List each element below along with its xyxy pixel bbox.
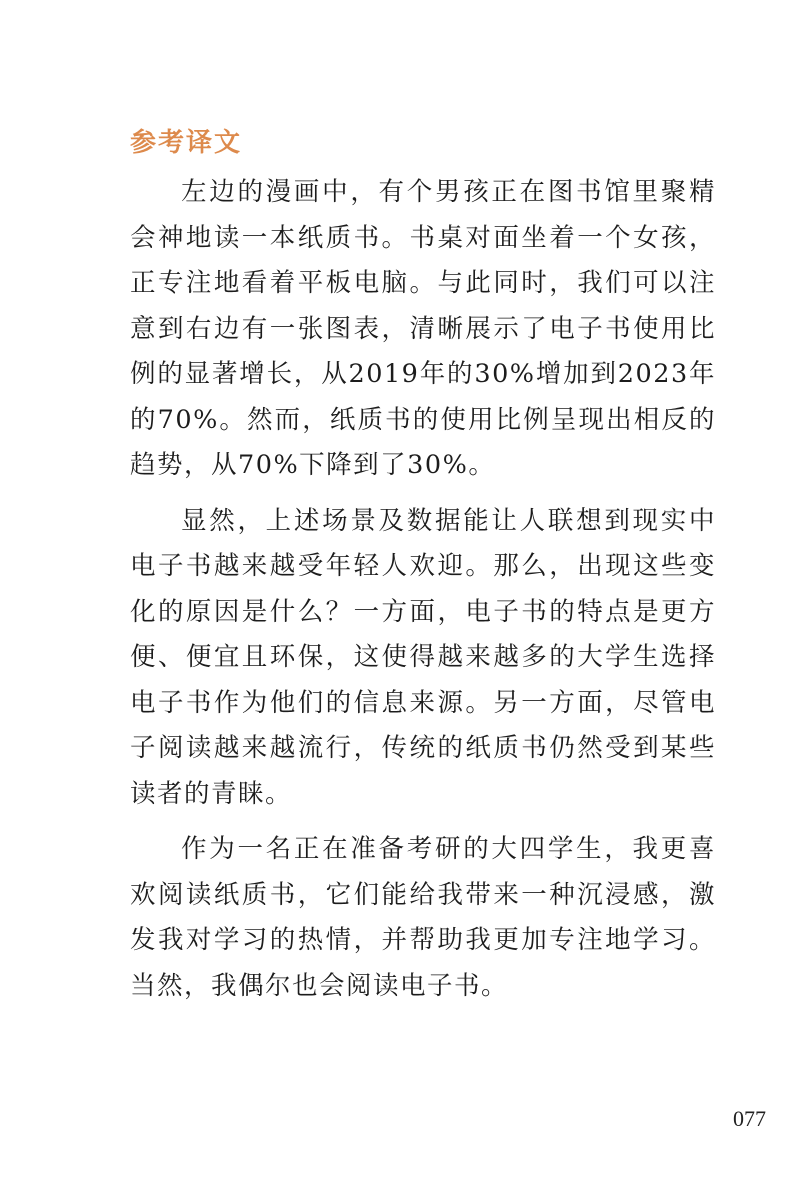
paragraph-1: 左边的漫画中，有个男孩正在图书馆里聚精会神地读一本纸质书。书桌对面坐着一个女孩，正专注地看着平板电脑。与此同时，我们可以注意到右边有一张图表，清晰展示了电子书使用比例的显著增长，从2019年的30%增加到2023年的70%。然而，纸质书的使用比例呈现出相反的趋势，从70%下降到了30%。 — [130, 177, 716, 480]
section-title: 参考译文 — [130, 128, 243, 158]
paragraph-3: 作为一名正在准备考研的大四学生，我更喜欢阅读纸质书，它们能给我带来一种沉浸感，激发我对学习的热情，并帮助我更加专注地学习。当然，我偶尔也会阅读电子书。 — [130, 834, 716, 1001]
page-number: 077 — [733, 1106, 766, 1131]
paragraph-2: 显然，上述场景及数据能让人联想到现实中电子书越来越受年轻人欢迎。那么，出现这些变化的原因是什么？一方面，电子书的特点是更方便、便宜且环保，这使得越来越多的大学生选择电子书作为他们的信息来源。另一方面，尽管电子阅读越来越流行，传统的纸质书仍然受到某些读者的青睐。 — [130, 505, 716, 809]
body-text — [130, 170, 716, 1019]
